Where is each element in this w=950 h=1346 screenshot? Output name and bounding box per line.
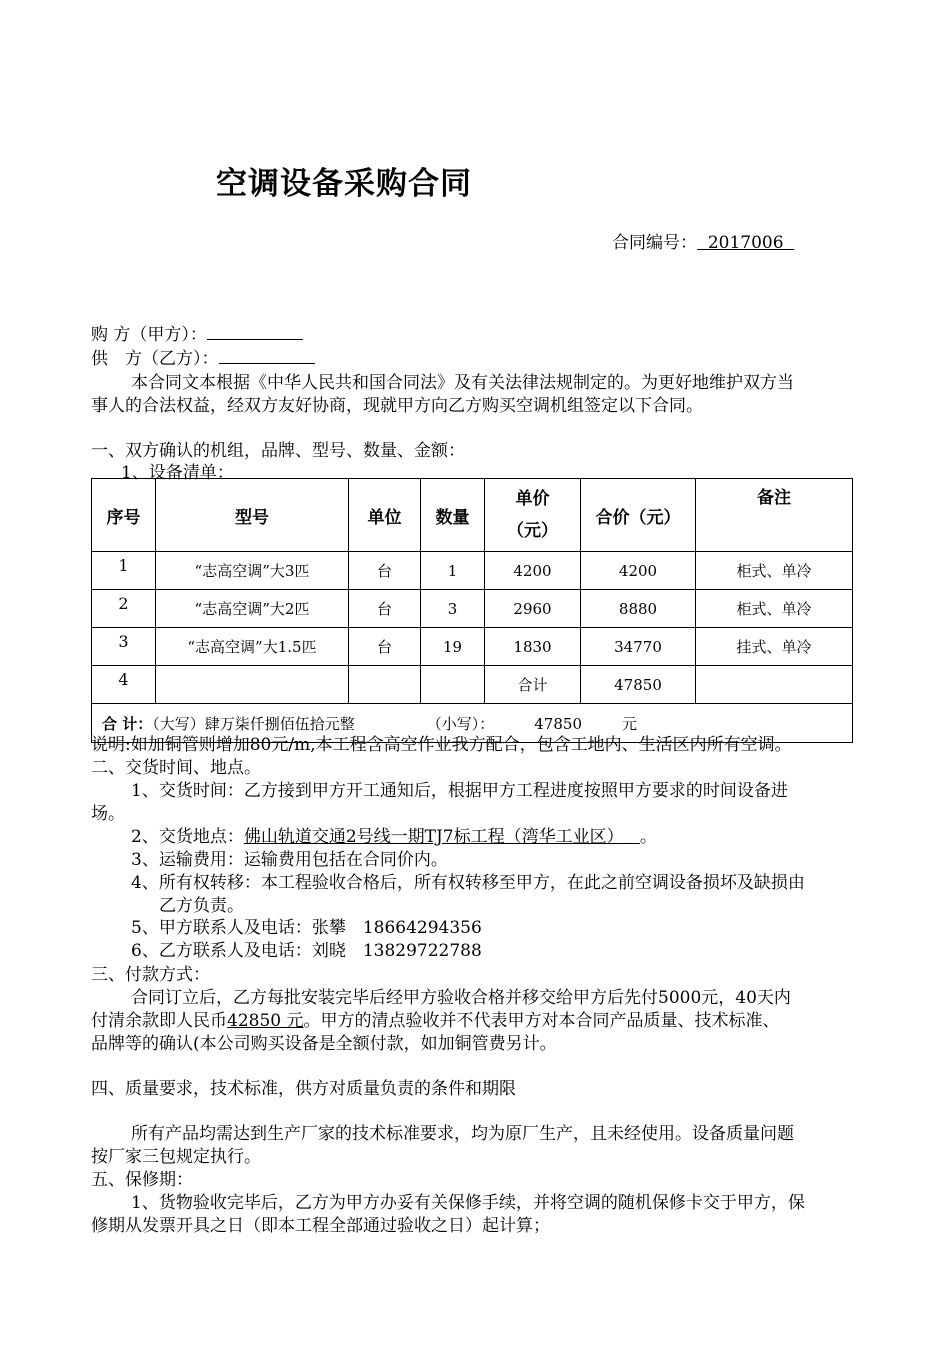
equipment-table (91, 478, 853, 743)
total-upper: （大写）肆万柒仟捌佰伍拾元整 (152, 714, 355, 733)
section2-heading: 二、交货时间、地点。 (91, 758, 261, 778)
delivery-location: 佛山轨道交通2号线一期TJ7标工程（湾华工业区） (243, 827, 624, 847)
cell-no: 1 (92, 552, 156, 590)
header-qty: 数量 (421, 479, 485, 552)
section2-item5: 5、甲方联系人及电话：张攀 18664294356 (131, 918, 482, 938)
buyer-label: 购 方（甲方）： (91, 325, 207, 345)
cell-note: 柜式、单冷 (696, 552, 853, 590)
seller-line (91, 344, 315, 369)
contract-number-label: 合同编号： (612, 233, 697, 253)
cell-model (156, 666, 349, 704)
section2-item4-line2: 乙方负责。 (159, 896, 244, 916)
header-unit: 单位 (349, 479, 421, 552)
buyer-line (91, 320, 303, 345)
cell-price: 1830 (485, 628, 581, 666)
section2-item4-line1: 4、所有权转移：本工程验收合格后，所有权转移至甲方，在此之前空调设备损坏及缺损由 (131, 873, 805, 893)
table-row (92, 552, 853, 590)
section3-heading: 三、付款方式： (91, 965, 210, 985)
cell-note: 挂式、单冷 (696, 628, 853, 666)
total-unit: 元 (621, 714, 637, 733)
section2-item1-line2: 场。 (91, 804, 125, 824)
intro-line-1: 本合同文本根据《中华人民共和国合同法》及有关法律法规制定的。为更好地维护双方当 (131, 373, 794, 393)
cell-total: 8880 (581, 590, 696, 628)
cell-unit: 台 (349, 628, 421, 666)
table-row (92, 666, 853, 704)
header-total: 合价（元） (581, 479, 696, 552)
cell-model: “志高空调”大2匹 (156, 590, 349, 628)
contract-number-value: 2017006 (707, 233, 784, 253)
header-no: 序号 (92, 479, 156, 552)
cell-unit (349, 666, 421, 704)
section5-line2: 修期从发票开具之日（即本工程全部通过验收之日）起计算； (91, 1216, 550, 1236)
table-row (92, 628, 853, 666)
header-model: 型号 (156, 479, 349, 552)
seller-blank (219, 347, 315, 364)
cell-price: 2960 (485, 590, 581, 628)
cell-unit: 台 (349, 590, 421, 628)
total-label: 合 计： (102, 714, 153, 733)
cell-model: “志高空调”大3匹 (156, 552, 349, 590)
seller-label: 供 方（乙方）： (91, 349, 219, 369)
buyer-blank (207, 323, 303, 340)
section2-item1-line1: 1、交货时间：乙方接到甲方开工通知后，根据甲方工程进度按照甲方要求的时间设备进 (131, 781, 788, 801)
section2-item3: 3、运输费用：运输费用包括在合同价内。 (131, 850, 448, 870)
header-note: 备注 (696, 479, 853, 552)
note-line: 说明:如加铜管则增加80元/m,本工程含高空作业我方配合，包含工地内、生活区内所有空调。 (91, 735, 792, 755)
section5-heading: 五、保修期： (91, 1170, 193, 1190)
cell-unit: 台 (349, 552, 421, 590)
section3-line3: 品牌等的确认(本公司购买设备是全额付款，如加铜管费另计。 (91, 1034, 557, 1054)
table-header-row (92, 479, 853, 552)
section2-item6: 6、乙方联系人及电话：刘晓 13829722788 (131, 941, 482, 961)
cell-total: 4200 (581, 552, 696, 590)
cell-no: 4 (92, 666, 156, 704)
intro-line-2: 事人的合法权益，经双方友好协商，现就甲方向乙方购买空调机组签定以下合同。 (91, 396, 703, 416)
contract-number (612, 228, 794, 253)
cell-qty: 3 (421, 590, 485, 628)
cell-note (696, 666, 853, 704)
table-row (92, 590, 853, 628)
section1-sub: 1、设备清单： (121, 463, 234, 483)
cell-no: 2 (92, 590, 156, 628)
section1-heading: 一、双方确认的机组，品牌、型号、数量、金额： (91, 441, 465, 461)
section3-line2: 付清余款即人民币42850 元。甲方的清点验收并不代表甲方对本合同产品质量、技术标准、 (91, 1011, 780, 1031)
section3-line1: 合同订立后，乙方每批安装完毕后经甲方验收合格并移交给甲方后先付5000元，40天内 (131, 988, 791, 1008)
section4-line2: 按厂家三包规定执行。 (91, 1147, 261, 1167)
total-lower-label: （小写）： (426, 714, 495, 733)
header-price: 单价 （元） (485, 479, 581, 552)
section4-line1: 所有产品均需达到生产厂家的技术标准要求，均为原厂生产，且未经使用。设备质量问题 (131, 1124, 794, 1144)
cell-qty: 19 (421, 628, 485, 666)
cell-qty: 1 (421, 552, 485, 590)
section4-heading: 四、质量要求，技术标准，供方对质量负责的条件和期限 (91, 1079, 516, 1099)
cell-qty (421, 666, 485, 704)
cell-total: 47850 (581, 666, 696, 704)
total-lower-value: 47850 (534, 714, 582, 733)
cell-price: 合计 (485, 666, 581, 704)
cell-model: “志高空调”大1.5匹 (156, 628, 349, 666)
cell-price: 4200 (485, 552, 581, 590)
cell-total: 34770 (581, 628, 696, 666)
cell-no: 3 (92, 628, 156, 666)
page-title: 空调设备采购合同 (216, 166, 472, 202)
section5-line1: 1、货物验收完毕后，乙方为甲方办妥有关保修手续，并将空调的随机保修卡交于甲方，保 (131, 1193, 805, 1213)
cell-note: 柜式、单冷 (696, 590, 853, 628)
balance-amount: 42850 元 (227, 1011, 304, 1031)
section2-item2: 2、交货地点：佛山轨道交通2号线一期TJ7标工程（湾华工业区） 。 (131, 827, 657, 847)
